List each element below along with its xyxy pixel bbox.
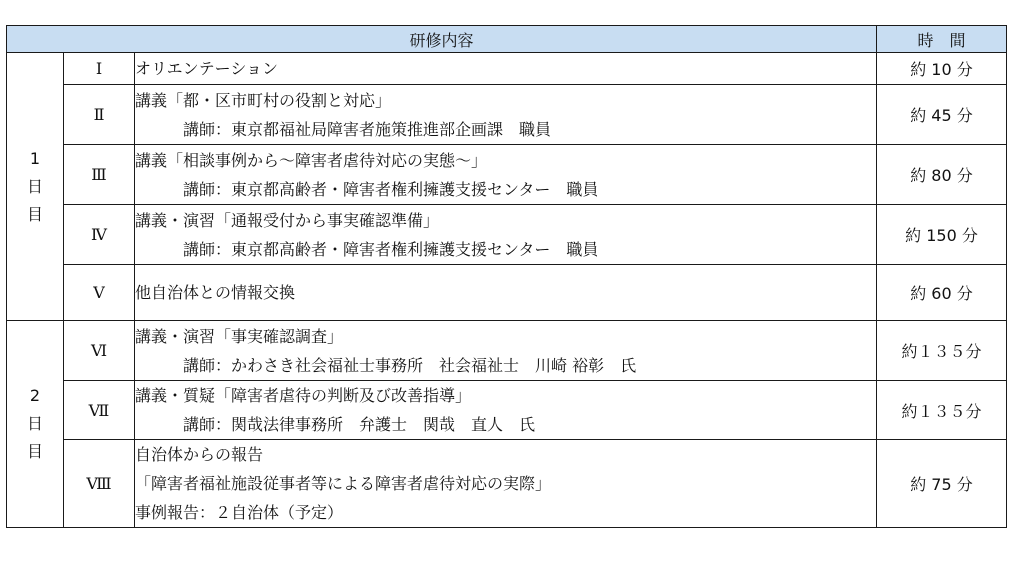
- day-1-label: [7, 53, 64, 321]
- session-number: Ⅱ: [64, 85, 135, 145]
- session-title: 講義「相談事例から～障害者虐待対応の実態～」: [135, 150, 488, 170]
- table-row: [7, 53, 1007, 85]
- session-subtitle: 「障害者福祉施設従事者等による障害者虐待対応の実際」: [135, 474, 552, 493]
- table-row: [7, 85, 1007, 145]
- session-lecturer: 講師：関哉法律事務所 弁護士 関哉 直人 氏: [183, 415, 536, 434]
- day-1-char-me: 目: [26, 204, 43, 224]
- session-title: 自治体からの報告: [135, 445, 264, 464]
- session-content: [135, 321, 877, 381]
- session-content: [135, 265, 877, 321]
- day-2-char-nichi: 日: [26, 414, 43, 433]
- session-lecturer: 講師：東京都福祉局障害者施策推進部企画課 職員: [183, 119, 552, 139]
- session-title: 他自治体との情報交換: [135, 283, 296, 302]
- session-number: Ⅷ: [64, 440, 135, 528]
- session-title: 講義・質疑「障害者虐待の判断及び改善指導」: [135, 386, 472, 405]
- table-row: [7, 265, 1007, 321]
- session-time: 約１３５分: [877, 381, 1007, 440]
- session-title: 講義「都・区市町村の役割と対応」: [135, 90, 392, 110]
- session-number: Ⅳ: [64, 205, 135, 265]
- day-1-number: 1: [29, 148, 41, 168]
- session-content: [135, 145, 877, 205]
- day-2-number: 2: [29, 386, 41, 405]
- session-time: 約 75 分: [877, 440, 1007, 528]
- session-time: 約 60 分: [877, 265, 1007, 321]
- session-number: Ⅲ: [64, 145, 135, 205]
- training-schedule-table: [6, 25, 1007, 528]
- day-2-label: [7, 321, 64, 528]
- session-title: 講義・演習「事実確認調査」: [135, 326, 344, 346]
- session-lecturer: 講師：東京都高齢者・障害者権利擁護支援センター 職員: [183, 179, 599, 199]
- table-row: [7, 321, 1007, 381]
- session-number: Ⅴ: [64, 265, 135, 321]
- session-time: 約 10 分: [877, 53, 1007, 85]
- header-row: [7, 26, 1007, 53]
- session-time: 約 80 分: [877, 145, 1007, 205]
- session-content: [135, 381, 877, 440]
- day-1-char-nichi: 日: [26, 176, 43, 196]
- session-content: [135, 85, 877, 145]
- content-header: 研修内容: [7, 26, 877, 53]
- table-row: [7, 205, 1007, 265]
- session-title: オリエンテーション: [135, 59, 279, 78]
- session-content: [135, 205, 877, 265]
- session-time: 約 45 分: [877, 85, 1007, 145]
- session-title: 講義・演習「通報受付から事実確認準備」: [135, 210, 440, 230]
- session-lecturer: 講師：東京都高齢者・障害者権利擁護支援センター 職員: [183, 239, 599, 259]
- session-content: [135, 53, 877, 85]
- session-time: 約１３５分: [877, 321, 1007, 381]
- session-note: 事例報告：２自治体（予定）: [135, 503, 344, 522]
- session-time: 約 150 分: [877, 205, 1007, 265]
- session-lecturer: 講師：かわさき社会福祉士事務所 社会福祉士 川崎 裕彰 氏: [183, 355, 637, 375]
- day-2-char-me: 目: [26, 442, 43, 461]
- table-row: [7, 145, 1007, 205]
- session-number: Ⅶ: [64, 381, 135, 440]
- session-number: Ⅵ: [64, 321, 135, 381]
- table-row: [7, 381, 1007, 440]
- table-row: [7, 440, 1007, 528]
- session-number: Ⅰ: [64, 53, 135, 85]
- session-content: [135, 440, 877, 528]
- time-header: 時 間: [877, 26, 1007, 53]
